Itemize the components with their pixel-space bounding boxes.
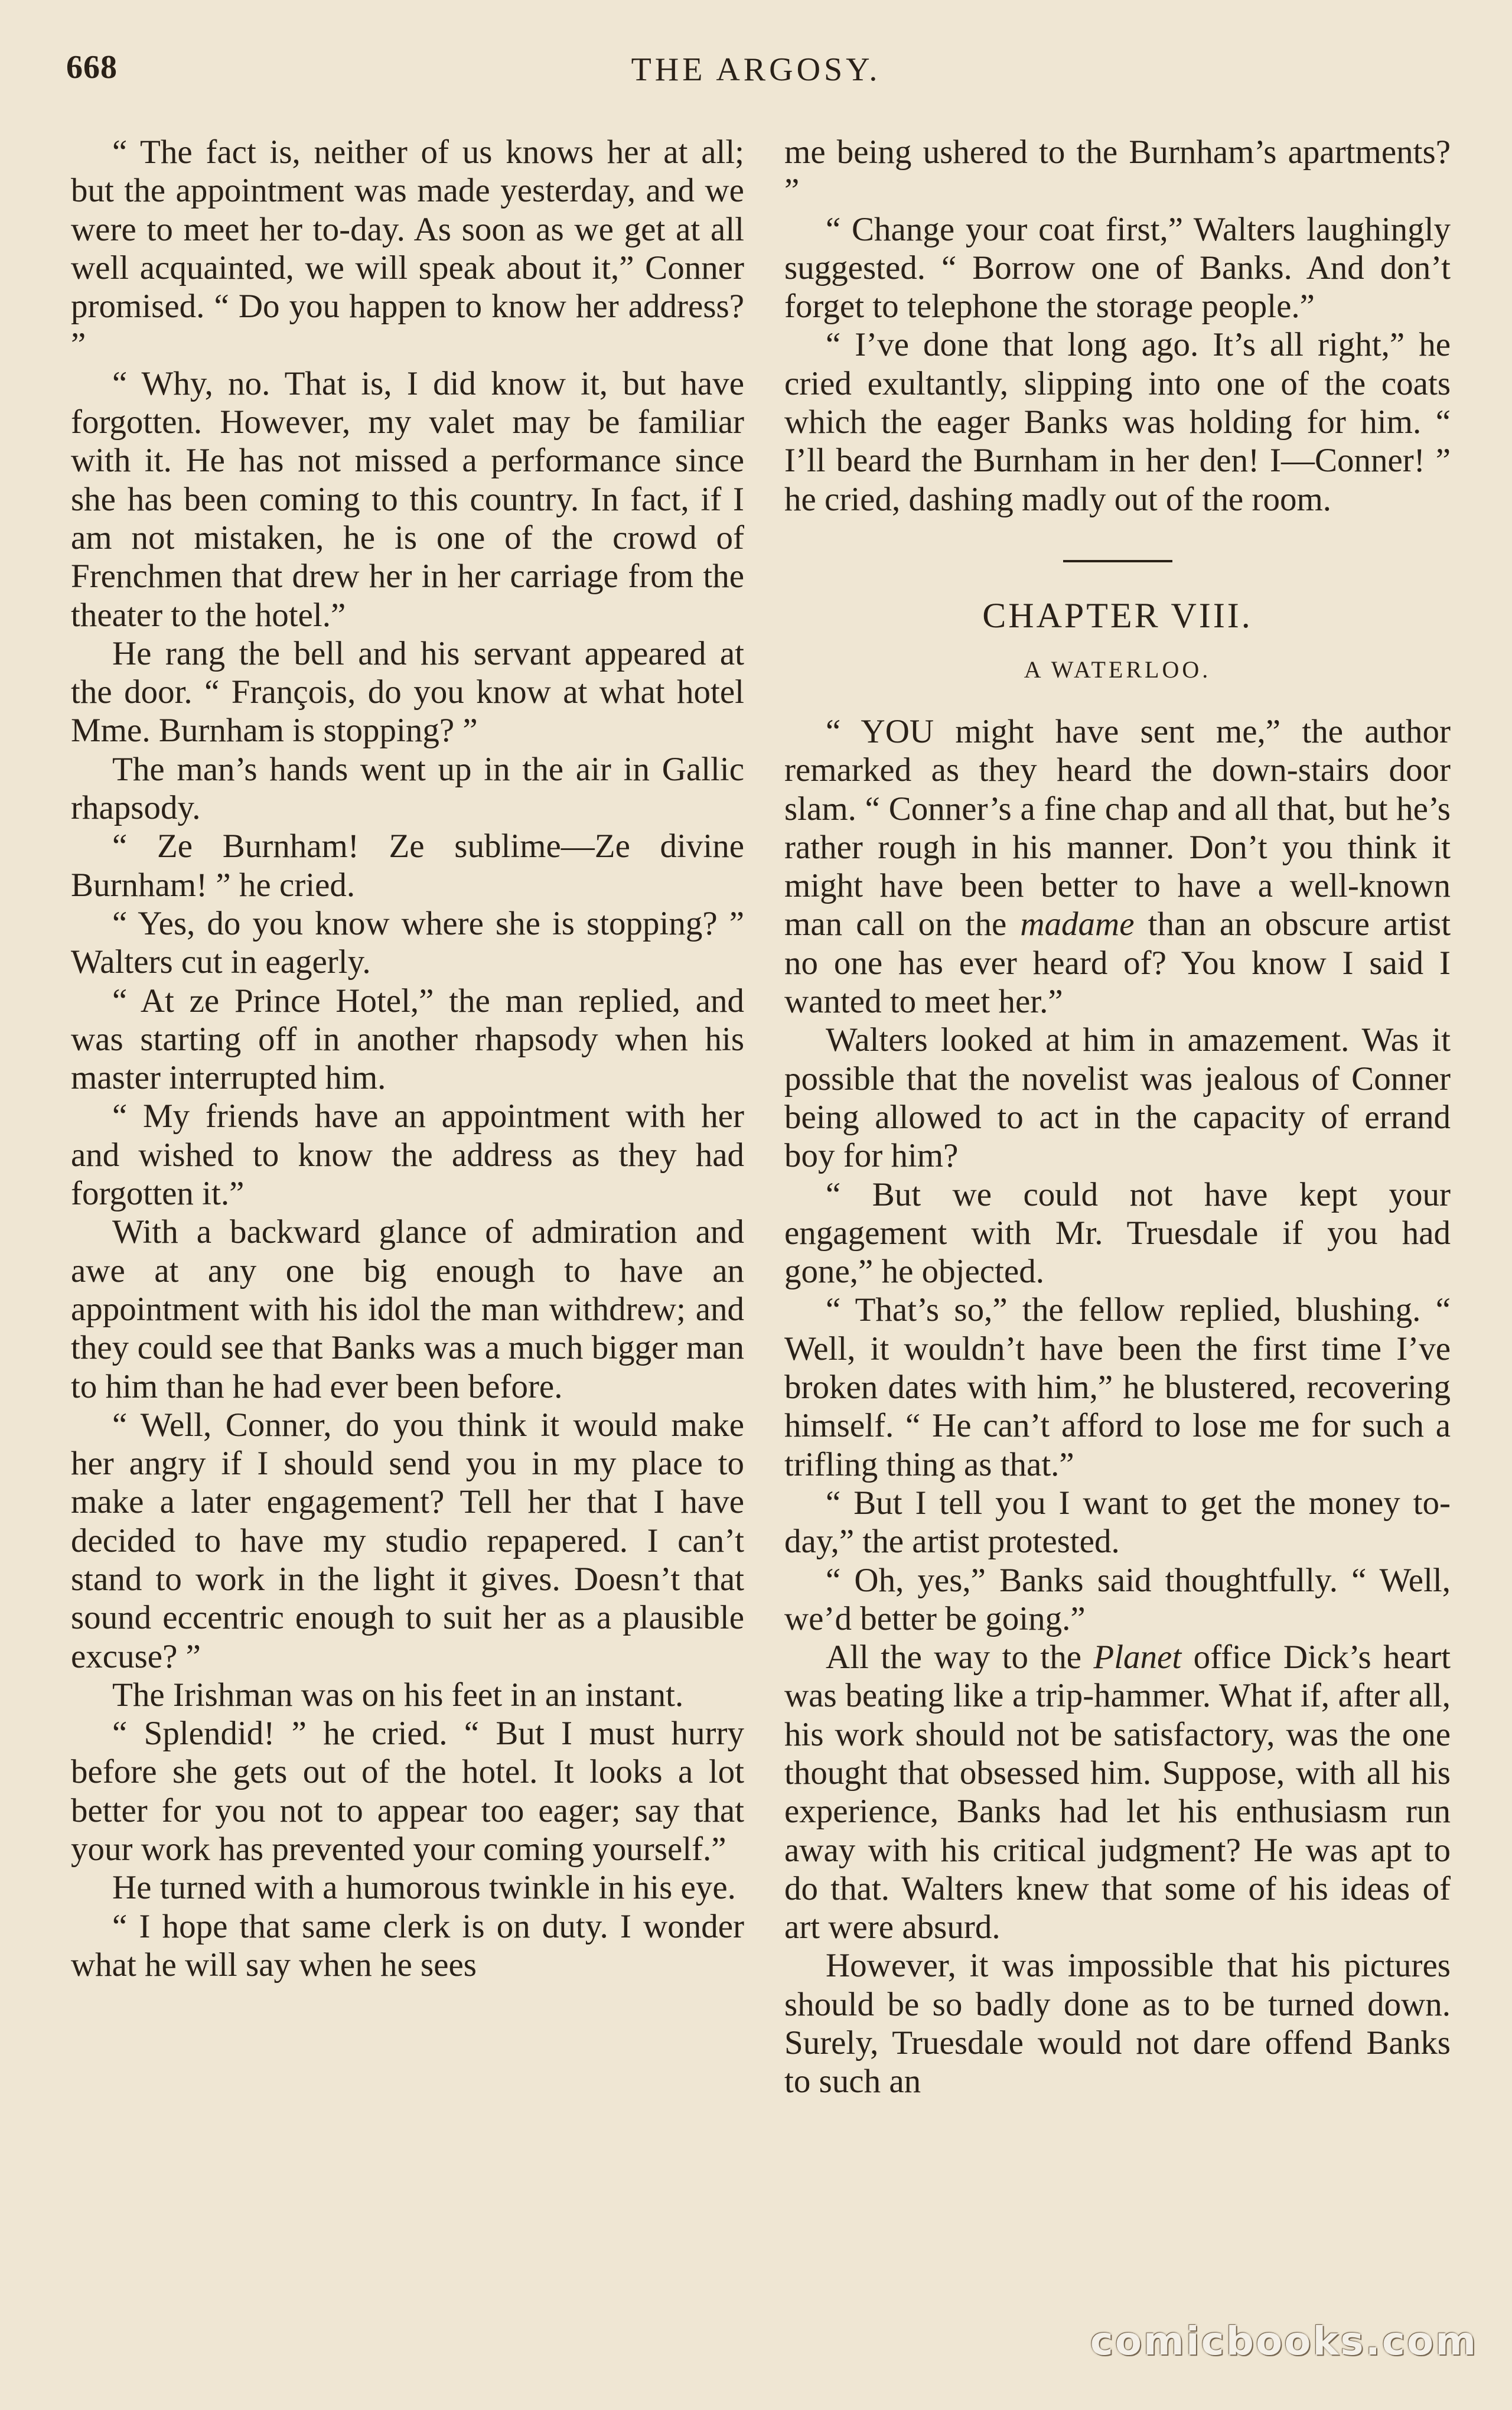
page-number: 668 (66, 49, 118, 86)
page-header (66, 48, 1446, 102)
right-column (784, 133, 1451, 2101)
chapter-title: CHAPTER VIII. (982, 595, 1253, 635)
paragraph: “ Why, no. That is, I did know it, but have forgotten. However, my valet may be familiar with it. He has not missed a performance since she has been coming to this country. In fact, if I am not mistaken, he is one of the crowd of Frenchmen that drew her in her carriage from the theater to the hotel.” (71, 364, 744, 634)
paragraph: However, it was impossible that his pictures should be so badly done as to be turned down. Surely, Truesdale would not dare offend Banks to such an (784, 1947, 1451, 2100)
italic-word: madame (1020, 906, 1135, 943)
italic-word: Planet (1093, 1639, 1182, 1676)
paragraph-text: “ YOU might have sent me,” the author remarked as they heard the down-stairs door slam. “ Conner’s a fine chap and all that, but he’s rather rough in his manner. Don’t you think it might have been better to have a well-known man call on the (784, 712, 1451, 943)
paragraph: “ My friends have an appointment with her and wished to know the address as they had forgotten it.” (71, 1097, 744, 1213)
paragraph: He turned with a humorous twinkle in his eye. (112, 1869, 736, 1907)
paragraph: “ At ze Prince Hotel,” the man replied, and was starting off in another rhapsody when his master interrupted him. (71, 982, 744, 1097)
paragraph: “ I hope that same clerk is on duty. I wonder what he will say when he sees (71, 1907, 744, 1984)
paragraph-continued: me being ushered to the Burnham’s apartments? ” (784, 133, 1451, 210)
paragraph: With a backward glance of admiration and awe at any one big enough to have an appointment with his idol the man withdrew; and they could see that Banks was a much bigger man to him than he had ever been before. (71, 1213, 744, 1405)
paragraph: “ The fact is, neither of us knows her at all; but the appointment was made yesterday, and we were to meet her to-day. As soon as we get at all well acquainted, we will speak about it,” Conner promised. “ Do you happen to know her address? ” (71, 133, 744, 364)
running-head: THE ARGOSY. (631, 51, 881, 88)
paragraph: “ I’ve done that long ago. It’s all right,” he cried exultantly, slipping into one of the coats which the eager Banks was holding for him. “ I’ll beard the Burnham in her den! I—Conner! ” he cried, dashing madly out of the room. (784, 326, 1451, 518)
paragraph: The Irishman was on his feet in an instant. (112, 1676, 684, 1714)
paragraph: “ Change your coat first,” Walters laughingly suggested. “ Borrow one of Banks. And don’t forget to telephone the storage people.” (784, 210, 1451, 325)
section-divider (1063, 560, 1172, 562)
paragraph: “ But I tell you I want to get the money to-day,” the artist protested. (784, 1484, 1451, 1561)
paragraph: The man’s hands went up in the air in Gallic rhapsody. (71, 750, 744, 827)
site-watermark: comicbooks.com (1090, 2318, 1478, 2364)
paragraph: He rang the bell and his servant appeared at the door. “ François, do you know at what hotel Mme. Burnham is stopping? ” (71, 634, 744, 750)
paragraph-text: than an obscure artist no one has ever heard of? You know I said I wanted to meet her.” (784, 906, 1451, 1021)
paragraph (784, 712, 1451, 1021)
paragraph: “ Splendid! ” he cried. “ But I must hurry before she gets out of the hotel. It looks a lot better for you not to appear too eager; say that your work has prevented your coming yourself.” (71, 1715, 744, 1868)
paragraph-text: All the way to the (826, 1639, 1081, 1676)
paragraph-text: office Dick’s heart was beating like a trip-hammer. What if, after all, his work should not be satisfactory, was the one thought that obsessed him. Suppose, with all his experience, Banks had let his enthusiasm run away with his critical judgment? He was apt to do that. Walters knew that some of his ideas of art were absurd. (784, 1639, 1451, 1946)
paragraph: Walters looked at him in amazement. Was it possible that the novelist was jealous of Conner being allowed to act in the capacity of errand boy for him? (784, 1021, 1451, 1175)
paragraph: “ Well, Conner, do you think it would make her angry if I should send you in my place to make a later engagement? Tell her that I have decided to have my studio repapered. I can’t stand to work in the light it gives. Doesn’t that sound eccentric enough to suit her as a plausible excuse? ” (71, 1406, 744, 1675)
paragraph: “ Yes, do you know where she is stopping? ” Walters cut in eagerly. (71, 904, 744, 981)
paragraph: “ That’s so,” the fellow replied, blushing. “ Well, it wouldn’t have been the first time I’ve broken dates with him,” he blustered, recovering himself. “ He can’t afford to lose me for such a trifling thing as that.” (784, 1291, 1451, 1483)
chapter-subtitle: A WATERLOO. (1024, 656, 1211, 683)
paragraph: “ Ze Burnham! Ze sublime—Ze divine Burnham! ” he cried. (71, 828, 744, 904)
paragraph: “ But we could not have kept your engagement with Mr. Truesdale if you had gone,” he objected. (784, 1175, 1451, 1291)
paragraph: “ Oh, yes,” Banks said thoughtfully. “ Well, we’d better be going.” (784, 1561, 1451, 1637)
left-column (71, 133, 744, 1984)
paragraph (784, 1638, 1451, 1946)
